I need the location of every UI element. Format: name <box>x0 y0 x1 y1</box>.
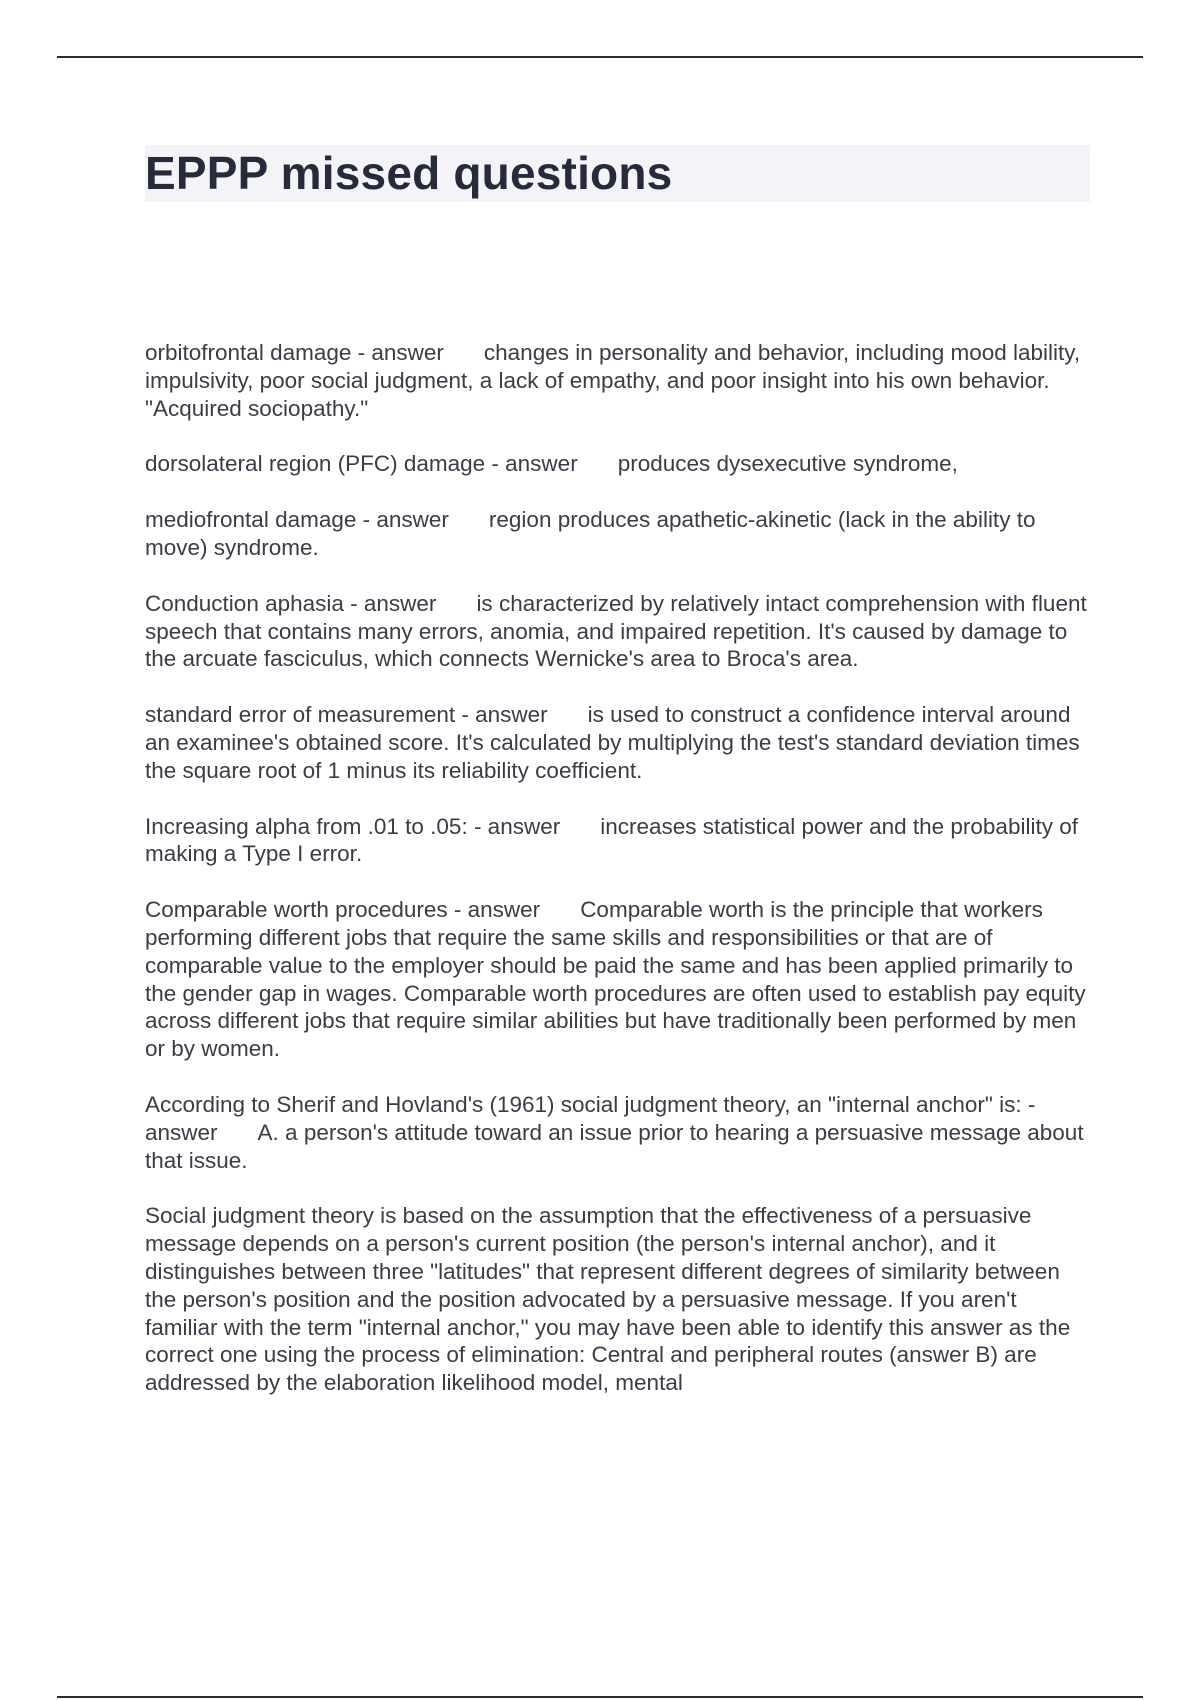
entry-definition: is used to construct a confidence interval around an examinee's obtained score. It's calculated by multiplying the test's standard deviation times the square root of 1 minus its reliability coefficient. <box>145 702 1080 783</box>
entry <box>145 813 1090 869</box>
top-rule <box>57 56 1143 58</box>
entry <box>145 896 1090 1063</box>
page-title: EPPP missed questions <box>145 147 673 199</box>
entry-term: Conduction aphasia - answer <box>145 590 437 616</box>
entry-term: orbitofrontal damage - answer <box>145 340 444 365</box>
entry <box>145 1091 1090 1174</box>
entry <box>145 339 1090 422</box>
entry-term: Increasing alpha from .01 to .05: - answer <box>145 813 561 839</box>
entry <box>145 590 1090 673</box>
entry-term: According to Sherif and Hovland's (1961) social judgment theory, an "internal anchor" is: - answer <box>145 1091 1036 1145</box>
entry-term: mediofrontal damage - answer <box>145 507 449 533</box>
entry-definition: increases statistical power and the probability of making a Type I error. <box>145 813 1078 867</box>
entry-term: standard error of measurement - answer <box>145 702 548 728</box>
entry <box>145 506 1090 562</box>
document-body <box>145 339 1090 1425</box>
entry <box>145 450 1090 478</box>
entry-term: dorsolateral region (PFC) damage - answer <box>145 451 578 477</box>
entry <box>145 701 1090 784</box>
bottom-rule <box>57 1696 1143 1698</box>
entry-definition: Comparable worth is the principle that workers performing different jobs that require the same skills and responsibilities or that are of comparable value to the employer should be paid the same and has been applied primarily to the gender gap in wages. Comparable worth procedures are often used to establish pay equity across different jobs that require similar abilities but have traditionally been performed by men or by women. <box>145 897 1086 1062</box>
entry-term: Comparable worth procedures - answer <box>145 897 541 923</box>
entry-definition: changes in personality and behavior, including mood lability, impulsivity, poor social judgment, a lack of empathy, and poor insight into his own behavior. "Acquired sociopathy." <box>145 340 1081 421</box>
closing-paragraph: Social judgment theory is based on the assumption that the effectiveness of a persuasive message depends on a person's current position (the person's internal anchor), and it distinguishes between three "latitudes" that represent different degrees of similarity between the person's position and the position advocated by a persuasive message. If you aren't familiar with the term "internal anchor," you may have been able to identify this answer as the correct one using the process of elimination: Central and peripheral routes (answer B) are addressed by the elaboration likelihood model, mental <box>145 1203 1071 1396</box>
entry-definition: region produces apathetic-akinetic (lack in the ability to move) syndrome. <box>145 507 1036 560</box>
entry-definition: produces dysexecutive syndrome, <box>617 451 958 477</box>
entry-definition: is characterized by relatively intact comprehension with fluent speech that contains many errors, anomia, and impaired repetition. It's caused by damage to the arcuate fasciculus, which connects Wernicke's area to Broca's area. <box>145 590 1087 672</box>
entry-definition: A. a person's attitude toward an issue prior to hearing a persuasive message about that issue. <box>145 1119 1084 1173</box>
